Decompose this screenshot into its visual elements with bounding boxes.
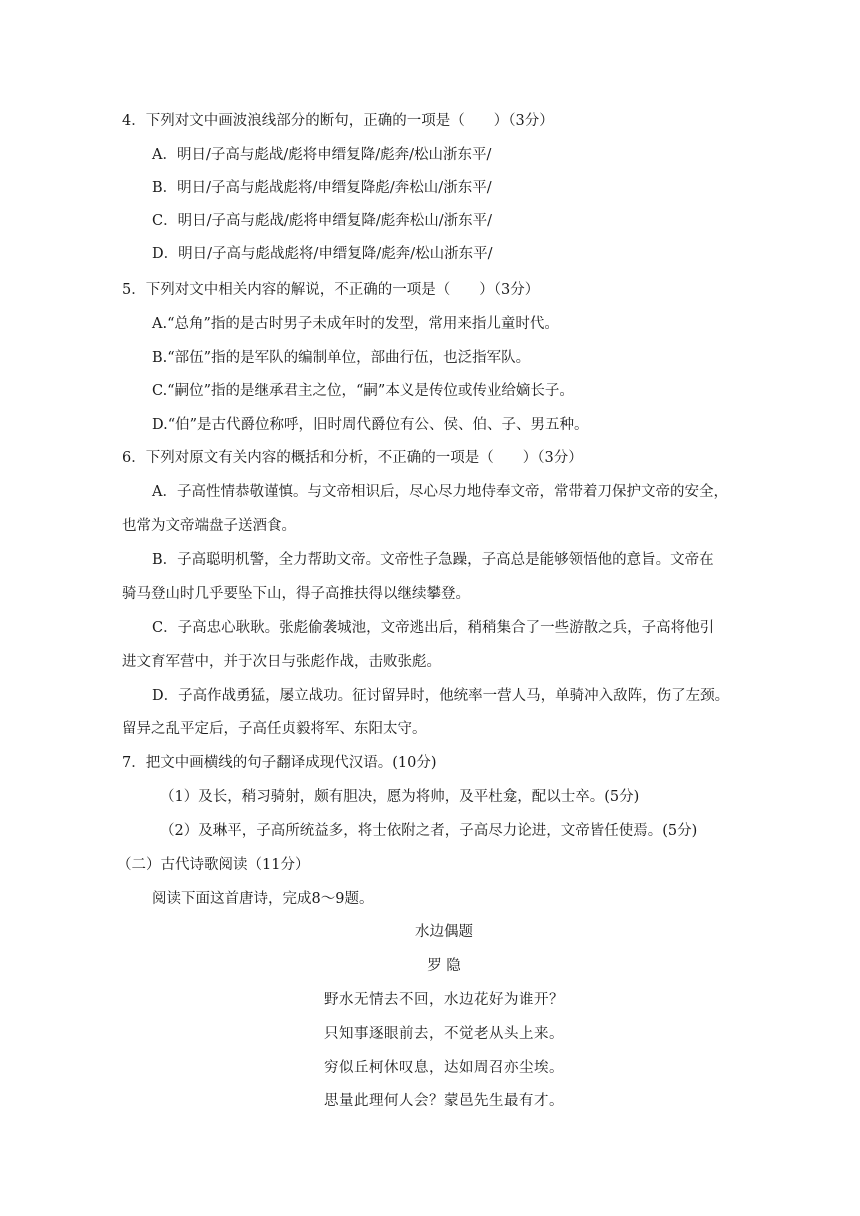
question-7-item-2: （2）及琳平，子高所统益多，将士依附之者，子高尽力论进，文帝皆任使焉。(5分) xyxy=(160,823,698,839)
question-6-option-d-continued: 留异之乱平定后，子高任贞毅将军、东阳太守。 xyxy=(122,721,427,737)
question-5-option-d: D.“伯”是古代爵位称呼，旧时周代爵位有公、侯、伯、子、男五种。 xyxy=(152,417,589,433)
question-6-option-c: C．子高忠心耿耿。张彪偷袭城池，文帝逃出后，稍稍集合了一些游散之兵，子高将他引 xyxy=(152,620,715,636)
question-4-option-a: A．明日/子高与彪战/彪将申缙复降/彪奔/松山浙东平/ xyxy=(152,147,492,163)
section-heading: （二）古代诗歌阅读（11分） xyxy=(117,857,310,873)
question-4-option-d: D．明日/子高与彪战彪将/申缙复降/彪奔/松山浙东平/ xyxy=(152,246,493,262)
question-6-option-b-continued: 骑马登山时几乎要坠下山，得子高推扶得以继续攀登。 xyxy=(122,586,470,602)
question-6-stem: 6．下列对原文有关内容的概括和分析，不正确的一项是（ ）（3分） xyxy=(122,450,583,466)
question-6-option-a: A．子高性情恭敬谨慎。与文帝相识后，尽心尽力地侍奉文帝，常带着刀保护文帝的安全， xyxy=(152,484,728,500)
question-7-stem: 7．把文中画横线的句子翻译成现代汉语。(10分) xyxy=(122,755,437,771)
question-4-stem: 4．下列对文中画波浪线部分的断句，正确的一项是（ ）（3分） xyxy=(122,113,554,129)
question-7-item-1: （1）及长，稍习骑射，颇有胆决，愿为将帅，及平杜龛，配以士卒。(5分) xyxy=(160,789,640,805)
question-5-option-c: C.“嗣位”指的是继承君主之位，“嗣”本义是传位或传业给嫡长子。 xyxy=(152,383,574,399)
poem-line-4: 思量此理何人会？蒙邑先生最有才。 xyxy=(324,1093,564,1109)
poem-line-2: 只知事逐眼前去，不觉老从头上来。 xyxy=(324,1026,564,1042)
question-6-option-a-continued: 也常为文帝端盘子送酒食。 xyxy=(122,518,296,534)
question-6-option-c-continued: 进文育军营中，并于次日与张彪作战，击败张彪。 xyxy=(122,654,441,670)
question-4-option-c: C．明日/子高与彪战/彪将申缙复降/彪奔松山/浙东平/ xyxy=(152,213,493,229)
poem-line-3: 穷似丘柯休叹息，达如周召亦尘埃。 xyxy=(324,1060,564,1076)
question-6-option-d: D．子高作战勇猛，屡立战功。征讨留异时，他统率一营人马，单骑冲入敌阵，伤了左颈。 xyxy=(152,688,730,704)
question-4-option-b: B．明日/子高与彪战彪将/申缙复降彪/奔松山/浙东平/ xyxy=(152,180,492,196)
question-5-option-b: B.“部伍”指的是军队的编制单位，部曲行伍，也泛指军队。 xyxy=(152,350,531,366)
poem-author: 罗 隐 xyxy=(427,958,461,974)
section-instruction: 阅读下面这首唐诗，完成8～9题。 xyxy=(152,891,374,907)
poem-title: 水边偶题 xyxy=(415,924,473,940)
question-6-option-b: B．子高聪明机警，全力帮助文帝。文帝性子急躁，子高总是能够领悟他的意旨。文帝在 xyxy=(152,552,714,568)
question-5-stem: 5．下列对文中相关内容的解说，不正确的一项是（ ）（3分） xyxy=(122,282,540,298)
poem-line-1: 野水无情去不回，水边花好为谁开？ xyxy=(324,992,564,1008)
question-5-option-a: A.“总角”指的是古时男子未成年时的发型，常用来指儿童时代。 xyxy=(152,316,559,332)
